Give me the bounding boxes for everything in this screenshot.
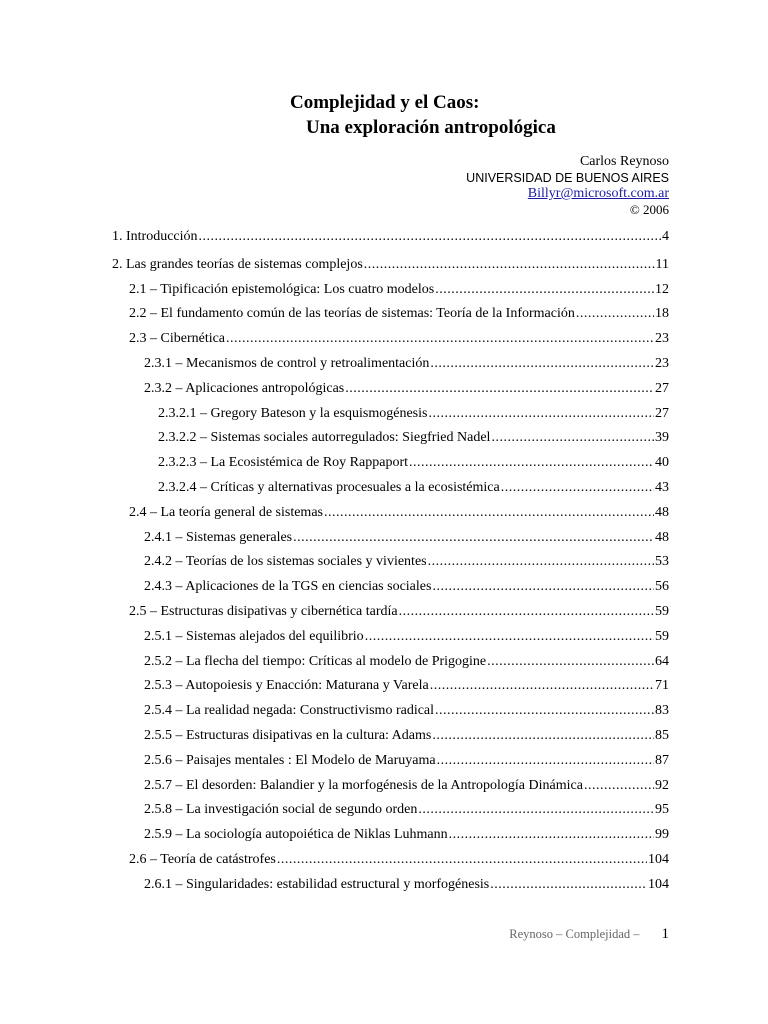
toc-leader-dots [324,504,654,522]
toc-entry[interactable] [144,876,669,894]
toc-entry-label: 2.6 – Teoría de catástrofes [129,852,276,867]
toc-entry[interactable] [144,578,669,596]
toc-entry[interactable] [144,727,669,745]
toc-entry-label: 2.5.4 – La realidad negada: Constructivismo radical [144,703,435,718]
running-head: Reynoso – Complejidad – [509,927,640,941]
toc-entry-label: 2.5.6 – Paisajes mentales : El Modelo de Maruyama [144,753,436,768]
toc-entry-page: 4 [662,229,669,244]
toc-leader-dots [293,529,654,547]
toc-entry-label: 2.3.2.1 – Gregory Bateson y la esquismogénesis [158,406,428,421]
toc-entry-page: 56 [655,579,669,594]
toc-entry[interactable] [158,479,669,497]
toc-entry-page: 64 [655,654,669,669]
toc-entry-page: 48 [655,505,669,520]
toc-entry-page: 48 [655,530,669,545]
toc-entry-label: 2.3.2 – Aplicaciones antropológicas [144,381,345,396]
toc-entry[interactable] [129,281,669,299]
toc-entry-label: 2.3.1 – Mecanismos de control y retroalimentación [144,356,430,371]
copyright: © 2006 [629,202,669,217]
document-title-line-1: Complejidad y el Caos: [290,92,480,113]
toc-entry[interactable] [144,529,669,547]
toc-entry-page: 27 [655,381,669,396]
toc-entry-page: 18 [655,306,669,321]
toc-entry-label: 2.5.7 – El desorden: Balandier y la morfogénesis de la Antropología Dinámica [144,778,583,793]
toc-entry-page: 43 [655,480,669,495]
toc-entry[interactable] [129,305,669,323]
toc-entry-label: 2.5.5 – Estructuras disipativas en la cultura: Adams [144,728,432,743]
toc-entry-page: 11 [655,257,669,272]
email-link[interactable]: Billyr@microsoft.com.ar [527,186,669,201]
toc-entry[interactable] [144,355,669,373]
toc-leader-dots [501,479,654,497]
toc-entry-label: 2.5.3 – Autopoiesis y Enacción: Maturana y Varela [144,678,429,693]
toc-entry-page: 99 [655,827,669,842]
toc-leader-dots [576,305,654,323]
toc-entry[interactable] [144,380,669,398]
toc-leader-dots [584,777,654,795]
toc-entry-label: 2.5.9 – La sociología autopoiética de Niklas Luhmann [144,827,448,842]
toc-leader-dots [491,429,654,447]
toc-leader-dots [428,405,654,423]
toc-entry-label: 2.3.2.4 – Críticas y alternativas procesuales a la ecosistémica [158,480,500,495]
toc-leader-dots [435,702,654,720]
toc-entry-label: 2.5.2 – La flecha del tiempo: Críticas al modelo de Prigogine [144,654,487,669]
author-block [466,154,669,218]
toc-leader-dots [277,851,647,869]
toc-entry[interactable] [144,628,669,646]
toc-leader-dots [409,454,654,472]
toc-leader-dots [399,603,654,621]
toc-entry[interactable] [144,801,669,819]
toc-entry-label: 2.6.1 – Singularidades: estabilidad estructural y morfogénesis [144,877,490,892]
toc-entry[interactable] [129,330,669,348]
toc-entry[interactable] [144,752,669,770]
toc-entry[interactable] [144,777,669,795]
toc-entry-label: 2.5.8 – La investigación social de segundo orden [144,802,418,817]
toc-entry-label: 2.1 – Tipificación epistemológica: Los cuatro modelos [129,282,435,297]
toc-leader-dots [490,876,647,894]
toc-entry-label: 2.5.1 – Sistemas alejados del equilibrio [144,629,364,644]
document-title-line-2: Una exploración antropológica [306,117,556,138]
toc-leader-dots [432,578,654,596]
toc-entry-page: 83 [655,703,669,718]
toc-leader-dots [428,553,654,571]
toc-entry[interactable] [158,454,669,472]
toc-entry-label: 2.5 – Estructuras disipativas y cibernética tardía [129,604,398,619]
toc-leader-dots [430,677,654,695]
toc-entry-page: 59 [655,604,669,619]
toc-entry-label: 2.4 – La teoría general de sistemas [129,505,323,520]
toc-entry[interactable] [112,256,669,274]
toc-entry-page: 95 [655,802,669,817]
toc-leader-dots [364,256,655,274]
toc-entry-label: 2.4.3 – Aplicaciones de la TGS en ciencias sociales [144,579,432,594]
toc-entry-page: 85 [655,728,669,743]
toc-leader-dots [437,752,654,770]
toc-leader-dots [199,228,661,246]
toc-entry-page: 87 [655,753,669,768]
toc-leader-dots [418,801,654,819]
toc-leader-dots [365,628,654,646]
toc-entry-page: 23 [655,331,669,346]
toc-entry-page: 92 [655,778,669,793]
toc-entry[interactable] [129,851,669,869]
toc-leader-dots [487,653,654,671]
toc-entry-label: 1. Introducción [112,229,198,244]
toc-entry-label: 2.4.2 – Teorías de los sistemas sociales y vivientes [144,554,427,569]
toc-entry[interactable] [158,429,669,447]
toc-entry[interactable] [129,603,669,621]
affiliation: UNIVERSIDAD DE BUENOS AIRES [466,171,669,185]
toc-leader-dots [449,826,654,844]
toc-leader-dots [226,330,654,348]
toc-entry-label: 2.3 – Cibernética [129,331,226,346]
toc-entry-page: 27 [655,406,669,421]
page-footer [509,926,669,943]
toc-entry-label: 2. Las grandes teorías de sistemas complejos [112,257,363,272]
toc-entry-page: 53 [655,554,669,569]
toc-entry-label: 2.3.2.3 – La Ecosistémica de Roy Rappaport [158,455,408,470]
toc-entry[interactable] [158,405,669,423]
toc-entry[interactable] [112,228,669,246]
author-name: Carlos Reynoso [579,154,669,169]
toc-entry-page: 39 [655,430,669,445]
toc-entry[interactable] [144,677,669,695]
toc-entry[interactable] [144,826,669,844]
toc-entry[interactable] [129,504,669,522]
toc-leader-dots [430,355,654,373]
page-number: 1 [661,926,669,942]
toc-entry[interactable] [144,653,669,671]
toc-entry-page: 104 [648,877,669,892]
toc-entry-page: 104 [648,852,669,867]
toc-entry-label: 2.2 – El fundamento común de las teorías de sistemas: Teoría de la Información [129,306,575,321]
toc-entry-page: 59 [655,629,669,644]
toc-entry[interactable] [144,702,669,720]
toc-entry-page: 23 [655,356,669,371]
toc-entry-page: 71 [655,678,669,693]
toc-leader-dots [432,727,654,745]
toc-entry[interactable] [144,553,669,571]
toc-entry-label: 2.4.1 – Sistemas generales [144,530,293,545]
toc-leader-dots [345,380,654,398]
toc-entry-label: 2.3.2.2 – Sistemas sociales autorregulados: Siegfried Nadel [158,430,491,445]
toc-leader-dots [435,281,654,299]
toc-entry-page: 40 [655,455,669,470]
toc-entry-page: 12 [655,282,669,297]
